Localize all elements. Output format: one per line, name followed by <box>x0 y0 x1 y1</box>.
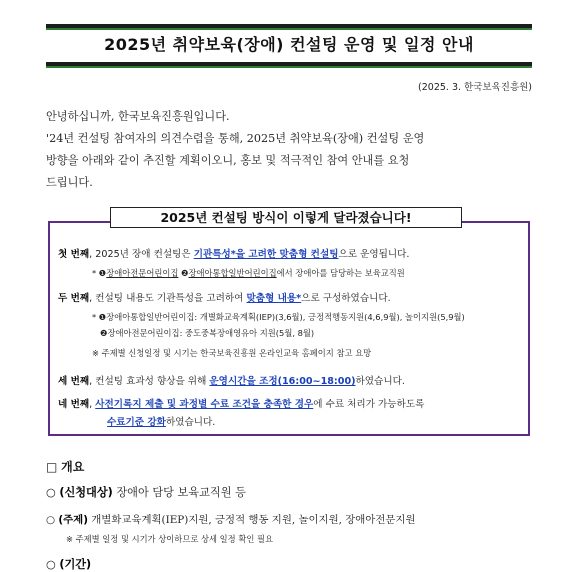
first-change-note: * ❶장애아전문어린이집 ❷장애아통합일반어린이집에서 장애아를 담당하는 보육교직원 <box>92 268 405 278</box>
first-change-label: 첫 번째 <box>58 249 90 260</box>
intro-line-2: '24년 컨설팅 참여자의 의견수렴을 통해, 2025년 취약보육(장애) 컨설팅 운영 <box>46 132 425 145</box>
fourth-change-line-2: 수료기준 강화하였습니다. <box>107 417 216 428</box>
intro-line-3: 방향을 아래와 같이 추진할 계획이오니, 홍보 및 적극적인 참여 안내를 요청 <box>46 154 410 167</box>
date-note: (2025. 3. 한국보육진흥원) <box>418 82 532 93</box>
first-change-line: 첫 번째, 2025년 장애 컨설팅은 기관특성*을 고려한 맞춤형 컨설팅으로 운영됩니다. <box>58 249 410 260</box>
circle-bullet-icon: ○ <box>46 514 56 526</box>
overview-topic-note: ※ 주제별 일정 및 시기가 상이하므로 상세 일정 확인 필요 <box>66 534 274 544</box>
page-title: 2025년 취약보육(장애) 컨설팅 운영 및 일정 안내 <box>104 35 474 54</box>
fourth-change-highlight-1: 사전기록지 제출 및 과정별 수료 조건을 충족한 경우 <box>95 399 314 410</box>
overview-heading: □ 개요 <box>46 460 85 474</box>
second-change-note-1: * ❶장애아통합일반어린이집: 개별화교육계획(IEP)(3,6월), 긍정적행동지원(4,6,9월), 놀이지원(5,9월) <box>92 312 465 322</box>
third-change-highlight: 운영시간을 조정(16:00~18:00) <box>209 376 356 387</box>
second-change-line: 두 번째, 컨설팅 내용도 기관특성을 고려하여 맞춤형 내용*으로 구성하였습니다. <box>58 293 391 304</box>
second-change-note-2: ❷장애아전문어린이집: 중도중복장애영유아 지원(5월, 8월) <box>100 328 315 338</box>
second-change-highlight: 맞춤형 내용* <box>246 293 302 304</box>
fourth-change-line: 네 번째, 사전기록지 제출 및 과정별 수료 조건을 충족한 경우에 수료 처리가 가능하도록 <box>58 399 425 410</box>
intro-line-1: 안녕하십니까, 한국보육진흥원입니다. <box>46 110 230 123</box>
square-bullet-icon: □ <box>46 460 58 474</box>
first-change-highlight: 기관특성*을 고려한 맞춤형 컨설팅 <box>193 249 339 260</box>
circle-bullet-icon: ○ <box>46 558 56 571</box>
second-change-note-3: ※ 주제별 신청일정 및 시기는 한국보육진흥원 온라인교육 홈페이지 참고 요망 <box>92 348 372 358</box>
title-bottom-bar-green <box>46 66 532 68</box>
fourth-change-highlight-2: 수료기준 강화 <box>107 417 166 428</box>
intro-line-4: 드립니다. <box>46 176 93 189</box>
fourth-change-label: 네 번째 <box>58 399 90 410</box>
circle-bullet-icon: ○ <box>46 486 56 499</box>
second-change-label: 두 번째 <box>58 293 90 304</box>
third-change-label: 세 번째 <box>58 376 90 387</box>
overview-item-period: ○ (기간) <box>46 558 92 571</box>
overview-item-target: ○ (신청대상) 장애아 담당 보육교직원 등 <box>46 486 246 499</box>
overview-item-topic: ○ (주제) 개별화교육계획(IEP)지원, 긍정적 행동 지원, 놀이지원, 장애아전문지원 <box>46 514 416 526</box>
changes-box-heading: 2025년 컨설팅 방식이 이렇게 달라졌습니다! <box>110 207 462 228</box>
third-change-line: 세 번째, 컨설팅 효과성 향상을 위해 운영시간을 조정(16:00~18:00)하였습니다. <box>58 376 405 387</box>
